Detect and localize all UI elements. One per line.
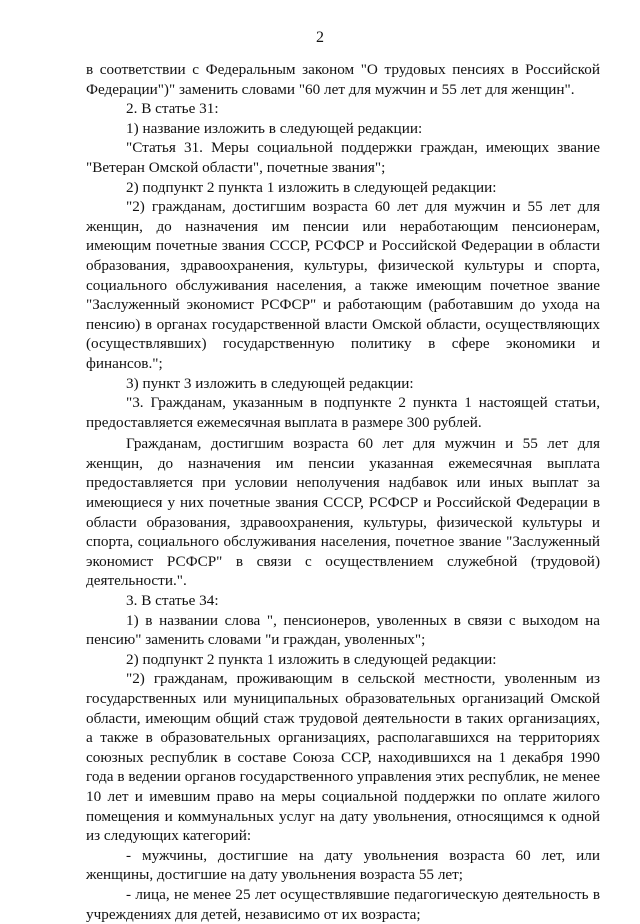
paragraph-category-1: - мужчины, достигшие на дату увольнения возраста 60 лет, или женщины, достигшие на дату увольнения возраста 55 лет;: [86, 846, 600, 884]
paragraph-article-34-item-1: 1) в названии слова ", пенсионеров, уволенных в связи с выходом на пенсию" заменить словами "и граждан, уволенных";: [86, 611, 600, 649]
paragraph-article-31-title: "Статья 31. Меры социальной поддержки граждан, имеющих звание "Ветеран Омской области", почетные звания";: [86, 139, 600, 176]
paragraph-article-34-item-2: 2) подпункт 2 пункта 1 изложить в следующей редакции:: [126, 650, 497, 668]
paragraph-point-3-continuation: Гражданам, достигшим возраста 60 лет для мужчин и 55 лет для женщин, до назначения им пенсии указанная ежемесячная выплата предоставляется при условии неполучения надбавок или иных выплат за имеющиеся у них почетные звания СССР, РСФСР и Российской Федерации в области образования, здравоохранения, культуры, физической культуры и спорта, социального обслуживания населения, почетное звание "Заслуженный экономист РСФСР" в связи с осуществлением служебной (трудовой) деятельности.".: [86, 435, 600, 590]
paragraph-article-31-heading: 2. В статье 31:: [126, 100, 219, 118]
paragraph-article-34-heading: 3. В статье 34:: [126, 592, 219, 610]
document-body: [86, 60, 600, 924]
paragraph-item-3: 3) пункт 3 изложить в следующей редакции:: [126, 374, 414, 392]
paragraph-item-2: 2) подпункт 2 пункта 1 изложить в следующей редакции:: [126, 178, 497, 196]
paragraph-point-3-text: "3. Гражданам, указанным в подпункте 2 пункта 1 настоящей статьи, предоставляется ежемесячная выплата в размере 300 рублей.: [86, 394, 600, 431]
paragraph-subitem-2-text: "2) гражданам, достигшим возраста 60 лет для мужчин и 55 лет для женщин, до назначения им пенсии или неработающим пенсионерам, имеющим почетные звания СССР, РСФСР и Российской Федерации в области образования, здравоохранения, культуры, физической культуры и спорта, социального обслуживания населения, а также имеющим почетное звание "Заслуженный экономист РСФСР" и работающим (работавшим до ухода на пенсию) в органах государственной власти Омской области, осуществляющих (осуществлявших) государственную политику в сфере экономики и финансов.";: [86, 198, 600, 372]
paragraph-item-1: 1) название изложить в следующей редакции:: [126, 119, 423, 137]
paragraph-article-34-subitem-2-text: "2) гражданам, проживающим в сельской местности, уволенным из государственных или муниципальных образовательных организаций Омской области, имеющим общий стаж трудовой деятельности в таких организациях, а также в образовательных организациях, располагавшихся на территориях союзных республик в составе Союза ССР, находившихся на 1 декабря 1990 года в ведении органов государственного управления этих республик, не менее 10 лет и имевшим право на меры социальной поддержки по оплате жилого помещения и коммунальных услуг на дату увольнения, относящимся к одной из следующих категорий:: [86, 670, 600, 845]
paragraph-continuation: в соответствии с Федеральным законом "О трудовых пенсиях в Российской Федерации")" заменить словами "60 лет для мужчин и 55 лет для женщин".: [86, 61, 600, 98]
page-number: 2: [316, 29, 324, 46]
paragraph-category-2: - лица, не менее 25 лет осуществлявшие педагогическую деятельность в учреждениях для детей, независимо от их возраста;: [86, 885, 600, 923]
